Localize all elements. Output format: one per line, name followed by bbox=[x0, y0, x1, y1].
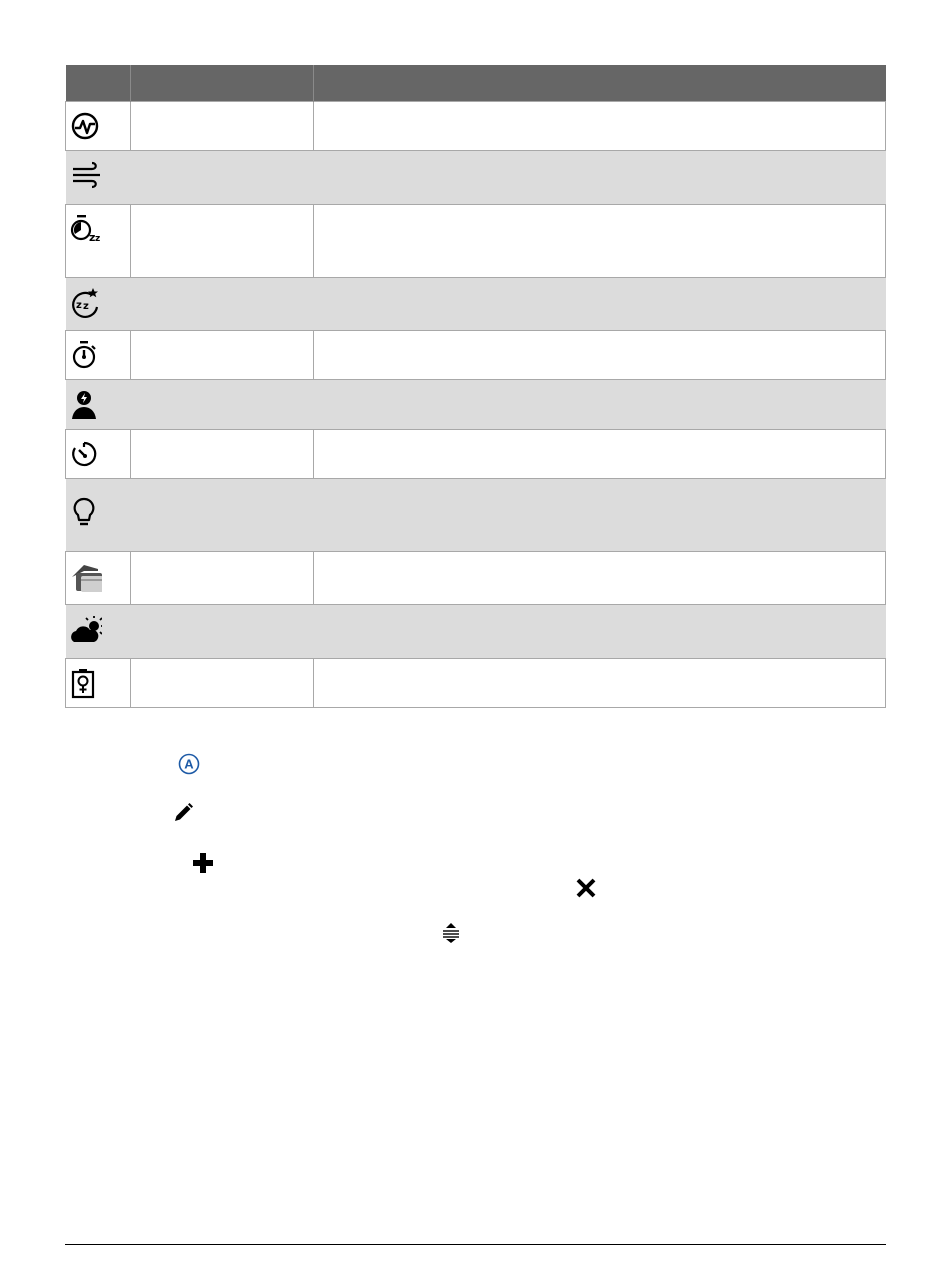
table-row bbox=[66, 278, 886, 331]
header-cell-name bbox=[131, 65, 314, 102]
weather-icon bbox=[70, 614, 102, 646]
table-row bbox=[66, 552, 886, 605]
table-row bbox=[66, 331, 886, 380]
table-row bbox=[66, 380, 886, 430]
stopwatch-icon bbox=[70, 340, 102, 372]
sleep-coach-icon bbox=[70, 214, 102, 246]
table-row bbox=[66, 430, 886, 479]
table-row bbox=[66, 102, 886, 151]
womens-health-icon bbox=[70, 668, 102, 700]
table-header-row bbox=[66, 65, 886, 102]
table-row bbox=[66, 205, 886, 278]
a-button-label: A bbox=[184, 756, 194, 772]
sleep-score-icon bbox=[70, 287, 102, 319]
breathwork-icon bbox=[70, 160, 102, 192]
edit-pencil-icon bbox=[172, 802, 194, 824]
widget-icon-table bbox=[65, 65, 886, 708]
svg-text:z: z bbox=[82, 301, 89, 312]
timer-icon bbox=[70, 439, 102, 471]
remove-x-icon bbox=[575, 877, 597, 899]
wallet-cards-icon bbox=[70, 561, 102, 593]
footer-divider bbox=[65, 1244, 886, 1245]
reorder-arrows-icon bbox=[442, 922, 460, 944]
hrv-stress-icon bbox=[70, 111, 102, 143]
a-button-icon bbox=[178, 753, 200, 775]
lightbulb-icon bbox=[70, 497, 102, 529]
header-cell-icon bbox=[66, 65, 131, 102]
add-plus-icon bbox=[192, 852, 214, 874]
table-row bbox=[66, 605, 886, 659]
table-row bbox=[66, 151, 886, 205]
svg-text:z: z bbox=[75, 300, 82, 311]
svg-text:z: z bbox=[89, 231, 96, 244]
table-row bbox=[66, 659, 886, 708]
header-cell-description bbox=[314, 65, 886, 102]
svg-text:z: z bbox=[95, 234, 101, 244]
table-row bbox=[66, 479, 886, 552]
body-battery-icon bbox=[70, 389, 102, 421]
